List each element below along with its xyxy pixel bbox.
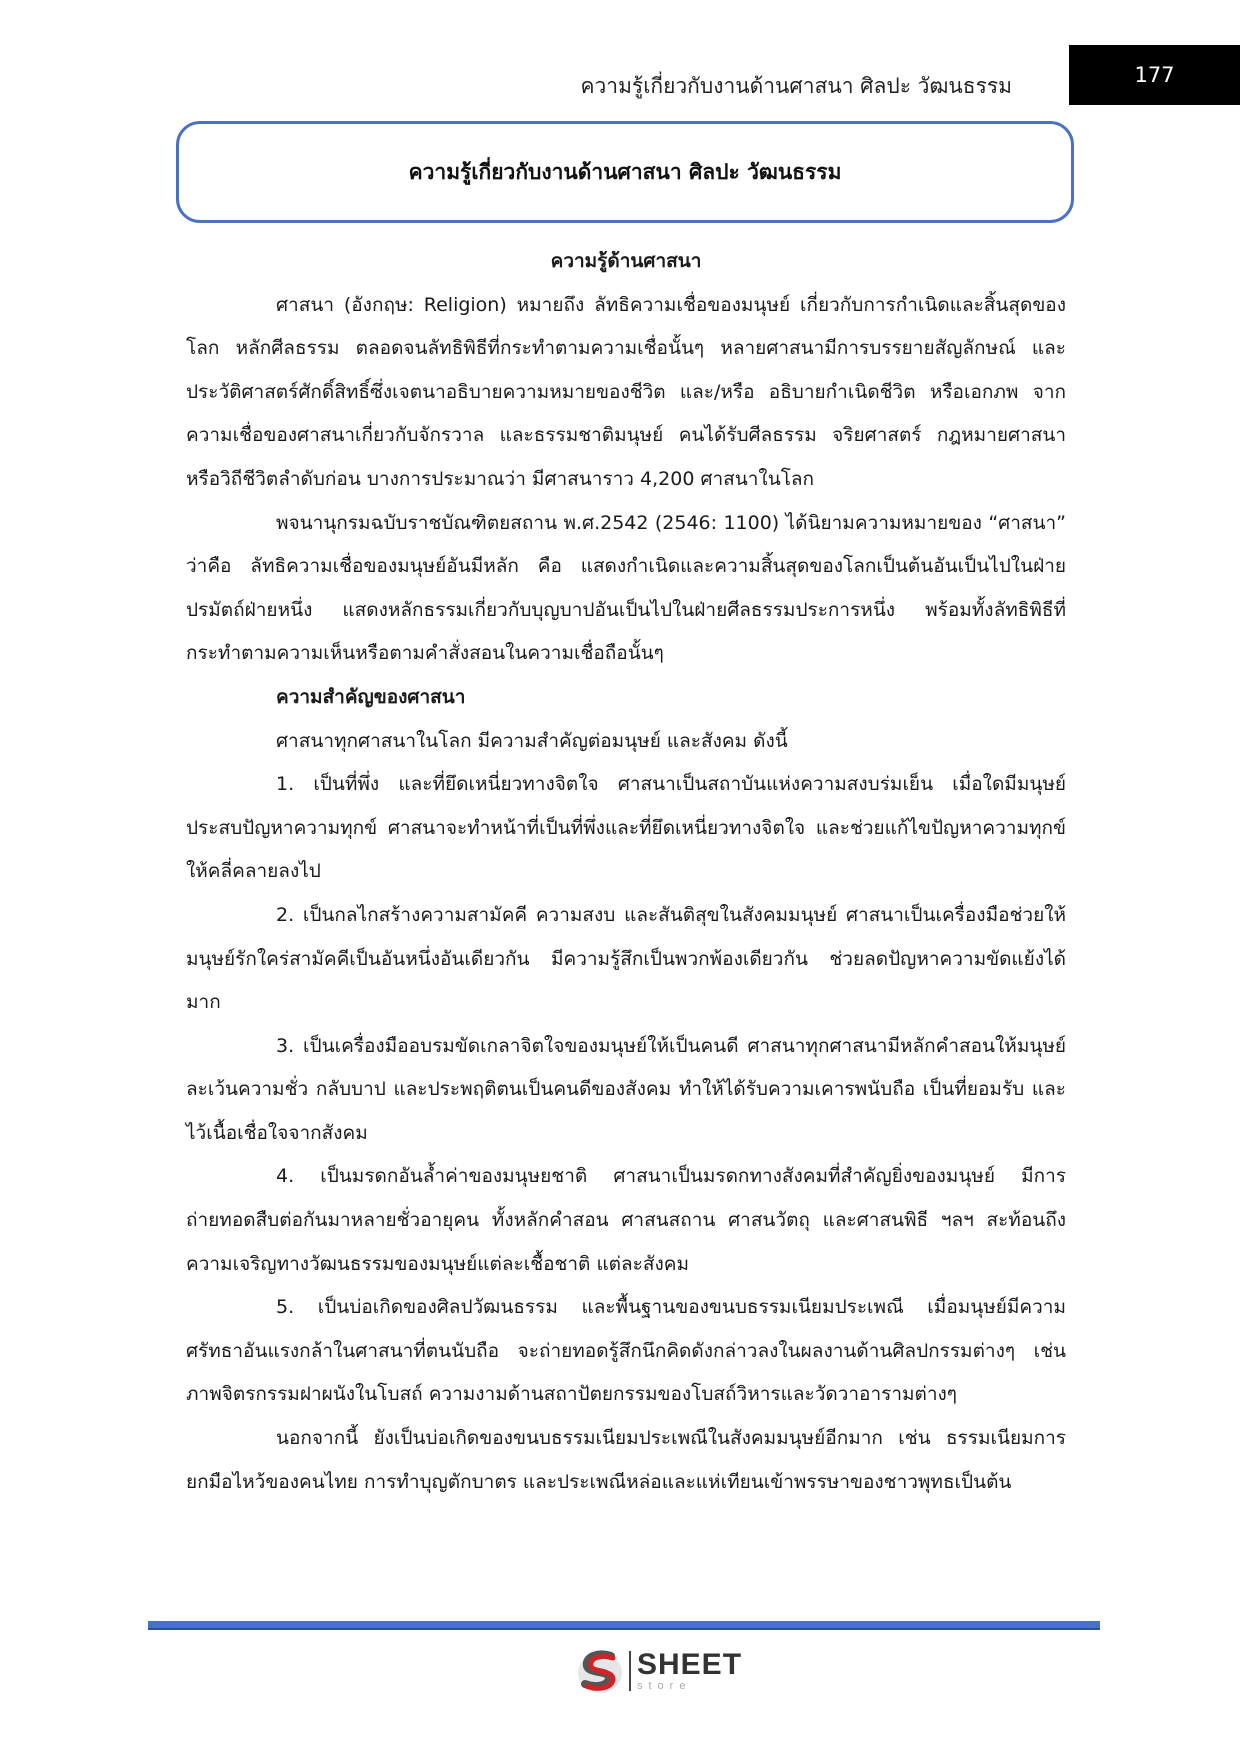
footer-divider (148, 1621, 1100, 1630)
closing-paragraph: นอกจากนี้ ยังเป็นบ่อเกิดของขนบธรรมเนียมประเพณีในสังคมมนุษย์อีกมาก เช่น ธรรมเนียมการยกมือไหว้ของคนไทย การทำบุญตักบาตร และประเพณีหล่อและแห่เทียนเข้าพรรษาของชาวพุทธเป็นต้น (186, 1427, 1066, 1493)
logo-divider (629, 1651, 631, 1691)
list-item: 5. เป็นบ่อเกิดของศิลปวัฒนธรรม และพื้นฐานของขนบธรรมเนียมประเพณี เมื่อมนุษย์มีความศรัทธาอันแรงกล้าในศาสนาที่ตนนับถือ จะถ่ายทอดรู้สึกนึกคิดดังกล่าวลงในผลงานด้านศิลปกรรมต่างๆ เช่น ภาพจิตรกรรมฝาผนังในโบสถ์ ความงามด้านสถาปัตยกรรมของโบสถ์วิหารและวัดวาอารามต่างๆ (186, 1296, 1066, 1406)
section-heading: ความรู้ด้านศาสนา (550, 250, 702, 272)
sheet-store-logo-icon (575, 1646, 625, 1696)
list-item: 4. เป็นมรดกอันล้ำค่าของมนุษยชาติ ศาสนาเป็นมรดกทางสังคมที่สำคัญยิ่งของมนุษย์ มีการถ่ายทอดสืบต่อกันมาหลายชั่วอายุคน ทั้งหลักคำสอน ศาสนสถาน ศาสนวัตถุ และศาสนพิธี ฯลฯ สะท้อนถึงความเจริญทางวัฒนธรรมของมนุษย์แต่ละเชื้อชาติ แต่ละสังคม (186, 1165, 1066, 1275)
importance-heading: ความสำคัญของศาสนา (276, 685, 466, 708)
sheet-store-logo (575, 1645, 742, 1697)
list-item: 1. เป็นที่พึ่ง และที่ยึดเหนี่ยวทางจิตใจ ศาสนาเป็นสถาบันแห่งความสงบร่มเย็น เมื่อใดมีมนุษย์ประสบปัญหาความทุกข์ ศาสนาจะทำหน้าที่เป็นที่พึ่งและที่ยึดเหนี่ยวทางจิตใจ และช่วยแก้ไขปัญหาความทุกข์ให้คลี่คลายลงไป (186, 773, 1066, 883)
page-number: 177 (1069, 45, 1240, 105)
chapter-title-box (176, 121, 1074, 223)
logo-subtext: store (637, 1680, 692, 1692)
list-item: 3. เป็นเครื่องมืออบรมขัดเกลาจิตใจของมนุษย์ให้เป็นคนดี ศาสนาทุกศาสนามีหลักคำสอนให้มนุษย์ละเว้นความชั่ว กลับบาป และประพฤติตนเป็นคนดีของสังคม ทำให้ได้รับความเคารพนับถือ เป็นที่ยอมรับ และไว้เนื้อเชื่อใจจากสังคม (186, 1034, 1066, 1144)
logo-wordmark: SHEET (637, 1648, 743, 1681)
importance-intro: ศาสนาทุกศาสนาในโลก มีความสำคัญต่อมนุษย์ และสังคม ดังนี้ (276, 729, 788, 752)
running-header-title: ความรู้เกี่ยวกับงานด้านศาสนา ศิลปะ วัฒนธรรม (580, 74, 1012, 98)
chapter-title: ความรู้เกี่ยวกับงานด้านศาสนา ศิลปะ วัฒนธรรม (408, 159, 842, 184)
paragraph-definition: ศาสนา (อังกฤษ: Religion) หมายถึง ลัทธิความเชื่อของมนุษย์ เกี่ยวกับการกำเนิดและสิ้นสุดของโลก หลักศีลธรรม ตลอดจนลัทธิพิธีที่กระทำตามความเชื่อนั้นๆ หลายศาสนามีการบรรยายสัญลักษณ์ และประวัติศาสตร์ศักดิ์สิทธิ์ซึ่งเจตนาอธิบายความหมายของชีวิต และ/หรือ อธิบายกำเนิดชีวิต หรือเอกภพ จากความเชื่อของศาสนาเกี่ยวกับจักรวาล และธรรมชาติมนุษย์ คนได้รับศีลธรรม จริยศาสตร์ กฎหมายศาสนา หรือวิถีชีวิตลำดับก่อน บางการประมาณว่า มีศาสนาราว 4,200 ศาสนาในโลก (186, 293, 1066, 490)
document-body (186, 240, 1066, 1504)
list-item: 2. เป็นกลไกสร้างความสามัคคี ความสงบ และสันติสุขในสังคมมนุษย์ ศาสนาเป็นเครื่องมือช่วยให้มนุษย์รักใคร่สามัคคีเป็นอันหนึ่งอันเดียวกัน มีความรู้สึกเป็นพวกพ้องเดียวกัน ช่วยลดปัญหาความขัดแย้งได้มาก (186, 903, 1066, 1014)
paragraph-dictionary: พจนานุกรมฉบับราชบัณฑิตยสถาน พ.ศ.2542 (2546: 1100) ได้นิยามความหมายของ “ศาสนา” ว่าคือ ลัทธิความเชื่อของมนุษย์อันมีหลัก คือ แสดงกำเนิดและความสิ้นสุดของโลกเป็นต้นอันเป็นไปในฝ่ายปรมัตถ์ฝ่ายหนึ่ง แสดงหลักธรรมเกี่ยวกับบุญบาปอันเป็นไปในฝ่ายศีลธรรมประการหนึ่ง พร้อมทั้งลัทธิพิธีที่กระทำตามความเห็นหรือตามคำสั่งสอนในความเชื่อถือนั้นๆ (186, 511, 1066, 665)
